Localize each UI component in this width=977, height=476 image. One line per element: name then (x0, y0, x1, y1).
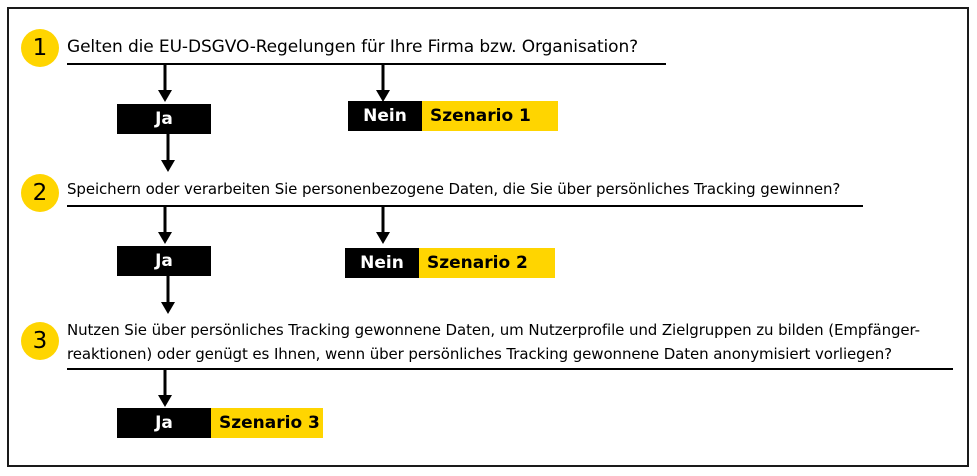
step-number-3: 3 (21, 322, 59, 360)
question-3-text-line1: Nutzen Sie über persönliches Tracking gewonnene Daten, um Nutzerprofile und Zielgruppen zu bilden (Empfänger- (67, 321, 920, 339)
q3-answer-yes: Ja (117, 408, 211, 438)
scenario-3-label: Szenario 3 (211, 408, 323, 438)
arrow-q2-to-q3 (153, 276, 183, 316)
step-number-1: 1 (21, 29, 59, 67)
scenario-1-label: Szenario 1 (422, 101, 558, 131)
arrow-q1-no (368, 64, 398, 104)
q2-answer-no: Nein (345, 248, 419, 278)
question-3-text-line2: reaktionen) oder genügt es Ihnen, wenn über persönliches Tracking gewonnene Daten anonymisiert vorliegen? (67, 345, 892, 363)
scenario-2-label: Szenario 2 (419, 248, 555, 278)
question-2-text: Speichern oder verarbeiten Sie personenbezogene Daten, die Sie über persönliches Tracking gewinnen? (67, 180, 841, 198)
question-2-underline (67, 205, 863, 207)
question-1-text: Gelten die EU-DSGVO-Regelungen für Ihre Firma bzw. Organisation? (67, 37, 639, 57)
q1-answer-yes: Ja (117, 104, 211, 134)
arrow-q2-yes (150, 206, 180, 246)
q1-answer-no: Nein (348, 101, 422, 131)
arrow-q1-yes (150, 64, 180, 104)
step-number-2: 2 (21, 174, 59, 212)
arrow-q1-to-q2 (153, 134, 183, 174)
q2-answer-yes: Ja (117, 246, 211, 276)
question-3-underline (67, 368, 953, 370)
arrow-q3-yes (150, 369, 180, 409)
arrow-q2-no (368, 206, 398, 246)
